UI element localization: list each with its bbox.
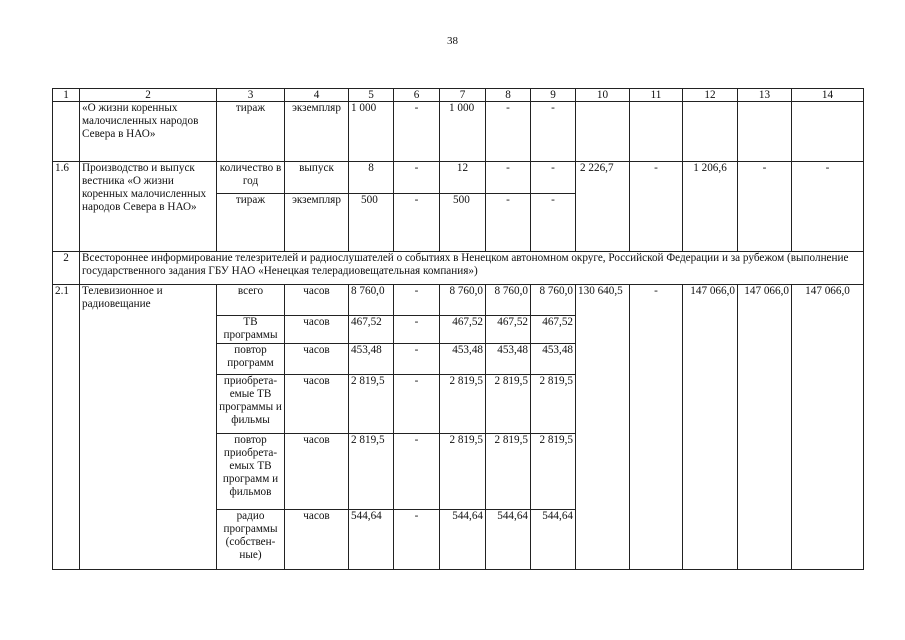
header-cell: 4	[285, 89, 349, 102]
value-cell: -	[630, 162, 683, 252]
value-cell: 500	[349, 194, 394, 252]
indicator-cell: тираж	[217, 102, 285, 162]
unit-cell: часов	[285, 285, 349, 316]
value-cell: -	[738, 162, 792, 252]
value-cell: -	[394, 510, 440, 570]
value-cell: 147 066,0	[792, 285, 864, 570]
value-cell: -	[394, 316, 440, 344]
value-cell: -	[630, 285, 683, 570]
value-cell: 147 066,0	[738, 285, 792, 570]
value-cell: 467,52	[486, 316, 531, 344]
value-cell: 2 819,5	[486, 434, 531, 510]
value-cell: 453,48	[531, 344, 576, 375]
value-cell	[683, 102, 738, 162]
header-row	[53, 89, 864, 102]
value-cell: 453,48	[486, 344, 531, 375]
header-cell: 3	[217, 89, 285, 102]
unit-cell: часов	[285, 344, 349, 375]
header-cell: 11	[630, 89, 683, 102]
indicator-cell: всего	[217, 285, 285, 316]
row-name-cell: «О жизни коренных малочисленных народов Севера в НАО»	[80, 102, 217, 162]
value-cell: 467,52	[349, 316, 394, 344]
indicator-cell: повтор программ	[217, 344, 285, 375]
value-cell: -	[394, 194, 440, 252]
table-row	[53, 162, 864, 194]
value-cell: 8	[349, 162, 394, 194]
value-cell: -	[486, 102, 531, 162]
value-cell: 544,64	[440, 510, 486, 570]
value-cell: 467,52	[531, 316, 576, 344]
table-row	[53, 285, 864, 316]
value-cell: -	[486, 162, 531, 194]
header-cell: 6	[394, 89, 440, 102]
indicator-cell: приобрета-емые ТВ программы и фильмы	[217, 375, 285, 434]
indicator-cell: повтор приобрета-емых ТВ программ и фильмов	[217, 434, 285, 510]
row-number-cell: 2.1	[53, 285, 80, 570]
indicator-cell: радио программы (собствен-ные)	[217, 510, 285, 570]
table-row	[53, 102, 864, 162]
value-cell	[738, 102, 792, 162]
row-name-cell: Телевизионное и радиовещание	[80, 285, 217, 570]
value-cell: 2 819,5	[531, 375, 576, 434]
value-cell: 2 819,5	[440, 375, 486, 434]
row-name-cell: Производство и выпуск вестника «О жизни коренных малочисленных народов Севера в НАО»	[80, 162, 217, 252]
header-cell: 10	[576, 89, 630, 102]
indicator-cell: ТВ программы	[217, 316, 285, 344]
unit-cell: экземпляр	[285, 194, 349, 252]
value-cell	[576, 102, 630, 162]
header-cell: 2	[80, 89, 217, 102]
header-cell: 7	[440, 89, 486, 102]
value-cell: -	[394, 102, 440, 162]
unit-cell: часов	[285, 375, 349, 434]
indicator-cell: тираж	[217, 194, 285, 252]
value-cell: 453,48	[349, 344, 394, 375]
value-cell: 8 760,0	[440, 285, 486, 316]
value-cell: 8 760,0	[486, 285, 531, 316]
value-cell	[630, 102, 683, 162]
value-cell: 2 819,5	[440, 434, 486, 510]
row-number-cell	[53, 102, 80, 162]
value-cell: 467,52	[440, 316, 486, 344]
unit-cell: часов	[285, 434, 349, 510]
value-cell: -	[394, 285, 440, 316]
header-cell: 5	[349, 89, 394, 102]
value-cell: 1 206,6	[683, 162, 738, 252]
row-number-cell: 1.6	[53, 162, 80, 252]
value-cell: 453,48	[440, 344, 486, 375]
value-cell: 544,64	[349, 510, 394, 570]
value-cell: 12	[440, 162, 486, 194]
value-cell: -	[486, 194, 531, 252]
row-number-cell: 2	[53, 252, 80, 285]
page-number: 38	[447, 35, 458, 47]
header-cell: 12	[683, 89, 738, 102]
value-cell: 147 066,0	[683, 285, 738, 570]
value-cell: 500	[440, 194, 486, 252]
value-cell: -	[394, 162, 440, 194]
indicator-cell: количество в год	[217, 162, 285, 194]
value-cell: 8 760,0	[349, 285, 394, 316]
header-cell: 9	[531, 89, 576, 102]
header-cell: 1	[53, 89, 80, 102]
header-cell: 13	[738, 89, 792, 102]
value-cell: 2 819,5	[531, 434, 576, 510]
value-cell: -	[394, 344, 440, 375]
unit-cell: часов	[285, 510, 349, 570]
unit-cell: выпуск	[285, 162, 349, 194]
value-cell: 1 000	[349, 102, 394, 162]
value-cell: 1 000	[440, 102, 486, 162]
unit-cell: часов	[285, 316, 349, 344]
section-title-cell: Всестороннее информирование телезрителей и радиослушателей о событиях в Ненецком автономном округе, Российской Федерации и за рубежом (выполнение государственного задания ГБУ НАО «Ненецкая телерадиовещательная компания»)	[80, 252, 864, 285]
header-cell: 14	[792, 89, 864, 102]
unit-cell: экземпляр	[285, 102, 349, 162]
value-cell: 544,64	[531, 510, 576, 570]
value-cell: 2 226,7	[576, 162, 630, 252]
value-cell: -	[394, 375, 440, 434]
value-cell: -	[792, 162, 864, 252]
value-cell: -	[394, 434, 440, 510]
value-cell: 130 640,5	[576, 285, 630, 570]
value-cell: 2 819,5	[486, 375, 531, 434]
value-cell: -	[531, 194, 576, 252]
header-cell: 8	[486, 89, 531, 102]
value-cell: 2 819,5	[349, 434, 394, 510]
value-cell: 2 819,5	[349, 375, 394, 434]
value-cell: 544,64	[486, 510, 531, 570]
data-table	[52, 88, 864, 570]
value-cell: -	[531, 102, 576, 162]
section-row	[53, 252, 864, 285]
value-cell	[792, 102, 864, 162]
value-cell: -	[531, 162, 576, 194]
value-cell: 8 760,0	[531, 285, 576, 316]
